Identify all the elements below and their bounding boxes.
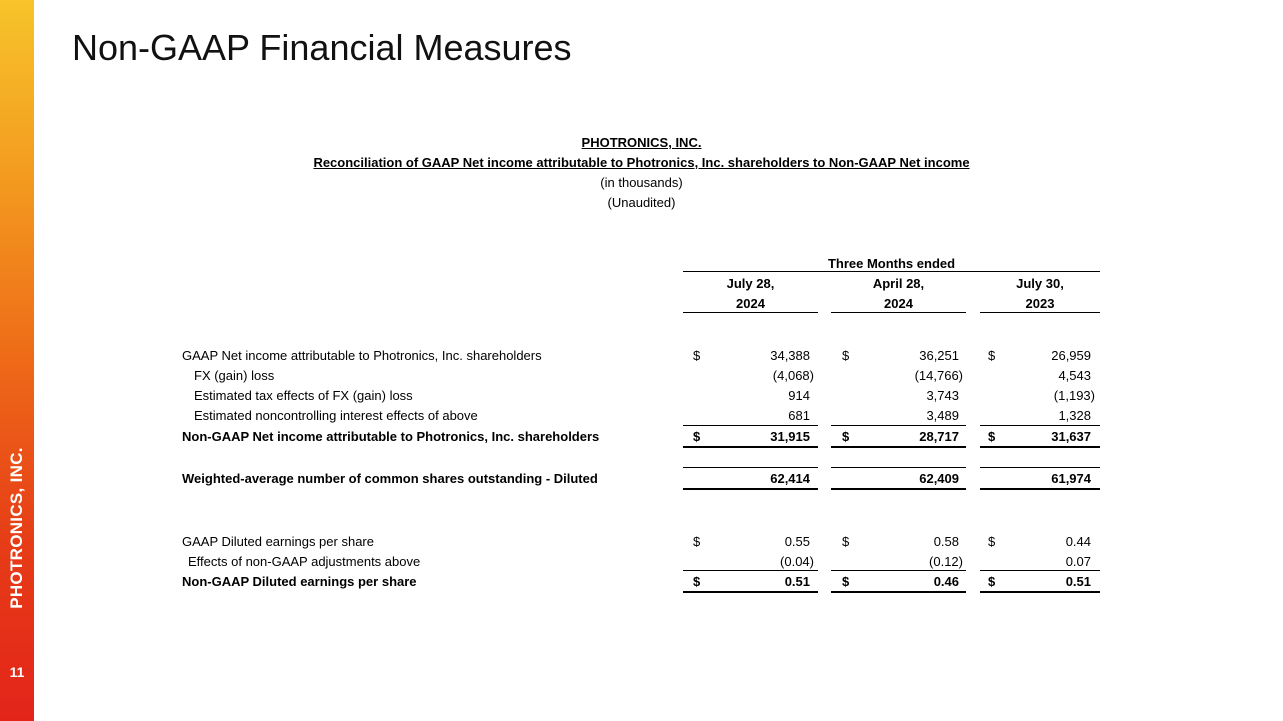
- brand-sidebar: [0, 0, 34, 721]
- currency-symbol: $: [693, 348, 701, 363]
- header-rule: [683, 271, 1100, 272]
- cell-value: (14,766): [914, 368, 963, 383]
- col1-header-line2: 2024: [736, 296, 765, 311]
- shares-bottom-rule: [980, 488, 1100, 490]
- cell-value: 0.55: [784, 534, 810, 549]
- col2-header-line1: April 28,: [872, 276, 925, 291]
- subtotal-rule: [831, 425, 966, 426]
- cell-value: 4,543: [1058, 368, 1091, 383]
- cell-value: 0.07: [1065, 554, 1091, 569]
- shares-bottom-rule: [683, 488, 818, 490]
- cell-value: 26,959: [1051, 348, 1091, 363]
- shares-top-rule: [831, 467, 966, 468]
- cell-value: 34,388: [770, 348, 810, 363]
- total-rule: [831, 446, 966, 448]
- currency-symbol: $: [988, 348, 996, 363]
- cell-value: 62,414: [770, 471, 810, 486]
- currency-symbol: $: [842, 429, 850, 444]
- cell-value: 0.44: [1065, 534, 1091, 549]
- row-label: FX (gain) loss: [194, 368, 275, 383]
- col2-header-underline: [831, 312, 966, 313]
- cell-value: 0.51: [784, 574, 810, 589]
- cell-value: 31,915: [770, 429, 810, 444]
- row-label: Estimated noncontrolling interest effects of above: [194, 408, 478, 423]
- shares-top-rule: [980, 467, 1100, 468]
- row-label: GAAP Diluted earnings per share: [182, 534, 374, 549]
- period-header: Three Months ended: [827, 256, 956, 271]
- row-label: Non-GAAP Diluted earnings per share: [182, 574, 417, 589]
- row-label: Non-GAAP Net income attributable to Photronics, Inc. shareholders: [182, 429, 600, 444]
- col3-header-line1: July 30,: [1016, 276, 1064, 291]
- cell-value: 36,251: [919, 348, 959, 363]
- cell-value: 0.58: [933, 534, 959, 549]
- eps-total-rule: [683, 591, 818, 593]
- units-note: (in thousands): [600, 175, 683, 190]
- eps-subtotal-rule: [683, 570, 818, 571]
- page-number: 11: [9, 664, 25, 680]
- eps-subtotal-rule: [831, 570, 966, 571]
- currency-symbol: $: [842, 534, 850, 549]
- cell-value: (1,193): [1053, 388, 1095, 403]
- currency-symbol: $: [842, 574, 850, 589]
- row-label: GAAP Net income attributable to Photronics, Inc. shareholders: [182, 348, 542, 363]
- total-rule: [980, 446, 1100, 448]
- col2-header-line2: 2024: [884, 296, 913, 311]
- currency-symbol: $: [693, 534, 701, 549]
- currency-symbol: $: [988, 429, 996, 444]
- brand-name: PHOTRONICS, INC.: [7, 447, 26, 609]
- shares-bottom-rule: [831, 488, 966, 490]
- col1-header-line1: July 28,: [726, 276, 775, 291]
- currency-symbol: $: [988, 574, 996, 589]
- col3-header-line2: 2023: [1025, 296, 1055, 311]
- cell-value: 3,489: [926, 408, 959, 423]
- eps-total-rule: [980, 591, 1100, 593]
- col3-header-underline: [980, 312, 1100, 313]
- cell-value: (0.04): [780, 554, 814, 569]
- page-title: Non-GAAP Financial Measures: [72, 27, 572, 68]
- subtotal-rule: [980, 425, 1100, 426]
- currency-symbol: $: [693, 429, 701, 444]
- total-rule: [683, 446, 818, 448]
- audit-note: (Unaudited): [607, 195, 676, 210]
- cell-value: 62,409: [919, 471, 959, 486]
- cell-value: 1,328: [1058, 408, 1091, 423]
- row-label: Weighted-average number of common shares outstanding - Diluted: [182, 471, 598, 486]
- cell-value: 28,717: [919, 429, 959, 444]
- subtotal-rule: [683, 425, 818, 426]
- shares-top-rule: [683, 467, 818, 468]
- cell-value: 3,743: [926, 388, 959, 403]
- currency-symbol: $: [842, 348, 850, 363]
- currency-symbol: $: [988, 534, 996, 549]
- eps-subtotal-rule: [980, 570, 1100, 571]
- cell-value: 31,637: [1051, 429, 1091, 444]
- cell-value: (0.12): [929, 554, 963, 569]
- cell-value: 61,974: [1051, 471, 1091, 486]
- cell-value: 681: [788, 408, 810, 423]
- report-subtitle: Reconciliation of GAAP Net income attributable to Photronics, Inc. shareholders to Non-GAAP Net income: [313, 155, 970, 170]
- eps-total-rule: [831, 591, 966, 593]
- currency-symbol: $: [693, 574, 701, 589]
- cell-value: 0.51: [1065, 574, 1091, 589]
- row-label: Effects of non-GAAP adjustments above: [188, 554, 421, 569]
- cell-value: 0.46: [933, 574, 959, 589]
- cell-value: 914: [788, 388, 810, 403]
- row-label: Estimated tax effects of FX (gain) loss: [194, 388, 413, 403]
- company-name: PHOTRONICS, INC.: [581, 135, 702, 150]
- cell-value: (4,068): [772, 368, 814, 383]
- col1-header-underline: [683, 312, 818, 313]
